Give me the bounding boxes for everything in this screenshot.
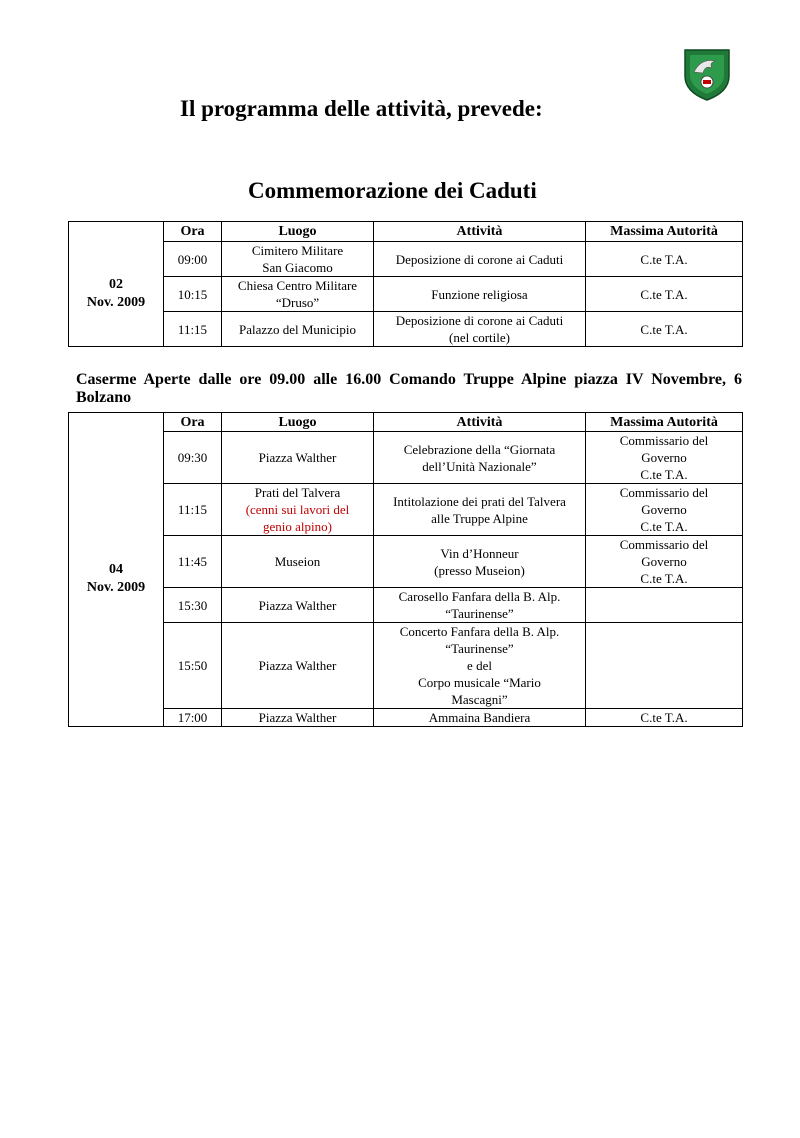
table-row bbox=[69, 588, 743, 623]
attivita-cell bbox=[374, 623, 586, 709]
attivita-line: Carosello Fanfara della B. Alp. bbox=[398, 589, 561, 604]
luogo-line: Prati del Talvera bbox=[254, 485, 341, 500]
ora-cell: 10:15 bbox=[164, 277, 222, 312]
ora-cell: 17:00 bbox=[164, 709, 222, 727]
table-row bbox=[69, 312, 743, 347]
header-ora: Ora bbox=[164, 222, 222, 242]
luogo-line: San Giacomo bbox=[262, 260, 333, 275]
autorita-line: Commissario del bbox=[619, 537, 709, 552]
date-day: 02 bbox=[109, 276, 123, 292]
attivita-line: Deposizione di corone ai Caduti bbox=[395, 251, 564, 267]
header-attivita: Attività bbox=[374, 413, 586, 432]
autorita-line: Governo bbox=[641, 450, 687, 465]
attivita-line: Ammaina Bandiera bbox=[428, 710, 531, 725]
autorita-cell bbox=[586, 484, 743, 536]
table-row bbox=[69, 242, 743, 277]
section2-intro: Caserme Aperte dalle ore 09.00 alle 16.00 Comando Truppe Alpine piazza IV Novembre, 6 Bolzano bbox=[76, 371, 742, 406]
attivita-line: alle Truppe Alpine bbox=[431, 510, 528, 526]
luogo-line: Piazza Walther bbox=[258, 710, 337, 725]
luogo-cell bbox=[222, 536, 374, 588]
table-row bbox=[69, 536, 743, 588]
autorita-cell bbox=[586, 432, 743, 484]
autorita-cell bbox=[586, 709, 743, 727]
caserme-aperte-table bbox=[68, 412, 743, 727]
autorita-line: C.te T.A. bbox=[640, 321, 688, 337]
date-month: Nov. 2009 bbox=[86, 579, 146, 595]
ora-cell: 11:15 bbox=[164, 312, 222, 347]
header-attivita: Attività bbox=[374, 222, 586, 242]
attivita-line: Celebrazione della “Giornata bbox=[403, 441, 556, 457]
date-cell bbox=[69, 242, 164, 347]
attivita-line: dell’Unità Nazionale” bbox=[422, 458, 537, 474]
attivita-cell bbox=[374, 588, 586, 623]
luogo-line: Piazza Walther bbox=[258, 450, 337, 465]
attivita-cell bbox=[374, 432, 586, 484]
luogo-line: Cimitero Militare bbox=[251, 243, 344, 258]
date-month: Nov. 2009 bbox=[86, 294, 146, 310]
autorita-cell bbox=[586, 588, 743, 623]
attivita-line: “Taurinense” bbox=[445, 641, 514, 656]
header-luogo: Luogo bbox=[222, 222, 374, 242]
table-header-row bbox=[69, 222, 743, 242]
header-autorita: Massima Autorità bbox=[586, 222, 743, 242]
autorita-line: C.te T.A. bbox=[640, 519, 688, 534]
table-row bbox=[69, 277, 743, 312]
luogo-cell bbox=[222, 588, 374, 623]
commemorazione-table bbox=[68, 221, 743, 347]
table-row bbox=[69, 432, 743, 484]
luogo-note-line: (cenni sui lavori del bbox=[245, 502, 350, 517]
luogo-cell bbox=[222, 312, 374, 347]
attivita-line: e del bbox=[467, 658, 492, 673]
header-empty bbox=[69, 413, 164, 432]
table-row bbox=[69, 623, 743, 709]
autorita-cell bbox=[586, 312, 743, 347]
attivita-line: (presso Museion) bbox=[434, 562, 525, 578]
luogo-cell bbox=[222, 432, 374, 484]
logo-emblem bbox=[681, 46, 733, 102]
luogo-cell bbox=[222, 484, 374, 536]
header-autorita: Massima Autorità bbox=[586, 413, 743, 432]
luogo-cell bbox=[222, 623, 374, 709]
table-header-row bbox=[69, 413, 743, 432]
header-luogo: Luogo bbox=[222, 413, 374, 432]
attivita-cell bbox=[374, 242, 586, 277]
attivita-cell bbox=[374, 277, 586, 312]
date-day: 04 bbox=[109, 561, 123, 577]
luogo-cell bbox=[222, 709, 374, 727]
ora-cell: 15:50 bbox=[164, 623, 222, 709]
autorita-line: C.te T.A. bbox=[640, 286, 688, 302]
autorita-line: C.te T.A. bbox=[640, 571, 688, 586]
page-title: Il programma delle attività, prevede: bbox=[180, 96, 543, 121]
ora-cell: 15:30 bbox=[164, 588, 222, 623]
attivita-line: Deposizione di corone ai Caduti bbox=[395, 313, 564, 328]
header-empty bbox=[69, 222, 164, 242]
attivita-cell bbox=[374, 536, 586, 588]
attivita-line: Concerto Fanfara della B. Alp. bbox=[399, 624, 560, 639]
ora-cell: 09:00 bbox=[164, 242, 222, 277]
attivita-line: “Taurinense” bbox=[445, 606, 514, 621]
autorita-line: C.te T.A. bbox=[640, 467, 688, 482]
luogo-line: Chiesa Centro Militare bbox=[237, 278, 358, 293]
attivita-line: Mascagni” bbox=[451, 692, 508, 707]
attivita-cell bbox=[374, 709, 586, 727]
date-cell bbox=[69, 432, 164, 727]
autorita-line: Governo bbox=[641, 502, 687, 517]
luogo-line: Palazzo del Municipio bbox=[239, 321, 356, 337]
header-ora: Ora bbox=[164, 413, 222, 432]
luogo-line: Piazza Walther bbox=[258, 658, 337, 673]
attivita-line: Intitolazione dei prati del Talvera bbox=[393, 493, 566, 509]
attivita-cell bbox=[374, 312, 586, 347]
autorita-cell bbox=[586, 623, 743, 709]
ora-cell: 11:15 bbox=[164, 484, 222, 536]
autorita-cell bbox=[586, 277, 743, 312]
attivita-cell bbox=[374, 484, 586, 536]
autorita-cell bbox=[586, 242, 743, 277]
autorita-line: Commissario del bbox=[619, 433, 709, 448]
ora-cell: 09:30 bbox=[164, 432, 222, 484]
table-row bbox=[69, 709, 743, 727]
table-row bbox=[69, 484, 743, 536]
autorita-cell bbox=[586, 536, 743, 588]
attivita-line: Corpo musicale “Mario bbox=[418, 675, 541, 690]
autorita-line: C.te T.A. bbox=[640, 251, 688, 267]
attivita-line: Funzione religiosa bbox=[431, 286, 528, 302]
luogo-cell bbox=[222, 242, 374, 277]
luogo-line: Piazza Walther bbox=[258, 597, 337, 613]
luogo-line: “Druso” bbox=[275, 295, 320, 310]
autorita-line: Commissario del bbox=[619, 485, 709, 500]
autorita-line: Governo bbox=[641, 554, 687, 569]
luogo-cell bbox=[222, 277, 374, 312]
attivita-line: Vin d’Honneur bbox=[440, 545, 519, 561]
section1-title: Commemorazione dei Caduti bbox=[248, 178, 537, 203]
luogo-note-line: genio alpino) bbox=[263, 519, 332, 534]
luogo-line: Museion bbox=[274, 554, 321, 569]
attivita-line: (nel cortile) bbox=[449, 330, 510, 345]
ora-cell: 11:45 bbox=[164, 536, 222, 588]
autorita-line: C.te T.A. bbox=[640, 710, 688, 725]
